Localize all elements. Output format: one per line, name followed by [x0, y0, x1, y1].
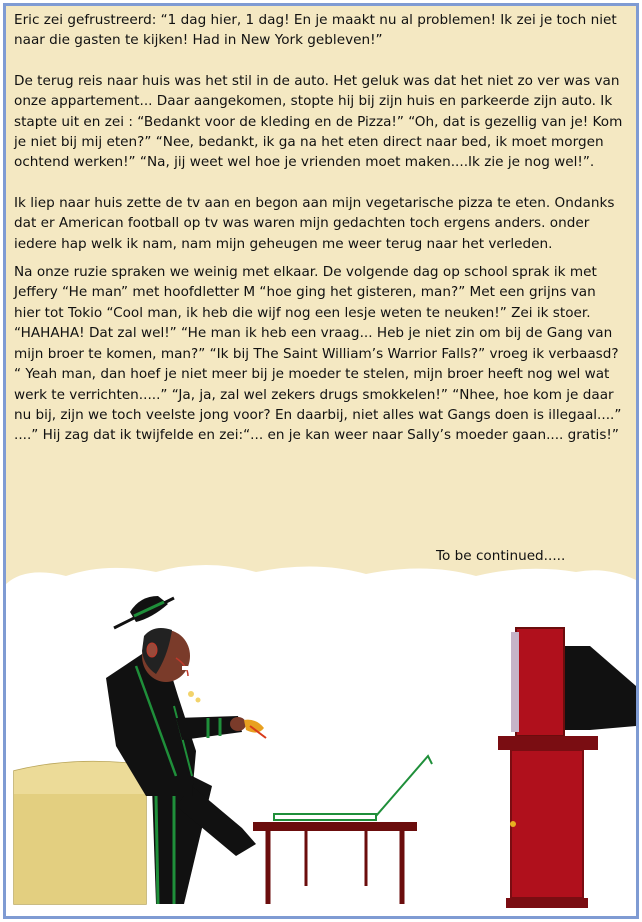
illustration — [6, 6, 636, 916]
paragraph-3: Ik liep naar huis zette de tv aan en begon aan mijn vegetarische pizza te eten. Ondanks dat er American football op tv was waren mijn gedachten toch ergens anders. onder iedere hap welk ik nam, nam mijn geheugen me weer terug naar het verleden. — [14, 194, 615, 252]
comic-panel — [3, 3, 639, 919]
paragraph-1: Eric zei gefrustreerd: “1 dag hier, 1 dag! En je maakt nu al problemen! Ik zei je toch niet naar die gasten te kijken! Had in New York gebleven!” — [14, 12, 617, 49]
paragraph-4: Na onze ruzie spraken we weinig met elkaar. De volgende dag op school sprak ik met Jeffery “He man” met hoofdletter M “hoe ging het gisteren, man?” Met een grijns van hier tot Tokio “Cool man, ik heb die wijf nog een lesje weten te neuken!” Zei ik stoer. “HAHAHA! Dat zal wel!” “He man ik heb een vraag... Heb je niet zin om bij de Gang van mijn broer te komen, man?” “Ik bij The Saint William’s Warrior Falls?” vroeg ik verbaasd? “ Yeah man, dan hoef je niet meer bij je moeder te stelen, mijn broer heeft nog wel wat werk te verrichten.....” “Ja, ja, zal wel zekers drugs smokkelen!” “Nhee, hoe kom je daar nu bij, zijn we toch veelste jong voor? En daarbij, niet alles wat Gangs doen is illegaal....” ....” Hij zag dat ik twijfelde en zei:“... en je kan weer naar Sally’s moeder gaan.... gratis!” — [14, 264, 622, 444]
paragraph-2: De terug reis naar huis was het stil in de auto. Het geluk was dat het niet zo ver was van onze appartement... Daar aangekomen, stopte hij bij zijn huis en parkeerde zijn auto. Ik stapte uit en zei : “Bedankt voor de kleding en de Pizza!” “Oh, dat is gezellig van je! Kom je niet bij mij eten?” “Nee, bedankt, ik ga na het eten direct naar bed, ik moet morgen ochtend werken!” “Na, jij weet wel hoe je vrienden moet maken....Ik zie je nog wel!”. — [14, 72, 623, 171]
armchair — [14, 762, 146, 904]
to-be-continued: To be continued..... — [436, 548, 566, 564]
